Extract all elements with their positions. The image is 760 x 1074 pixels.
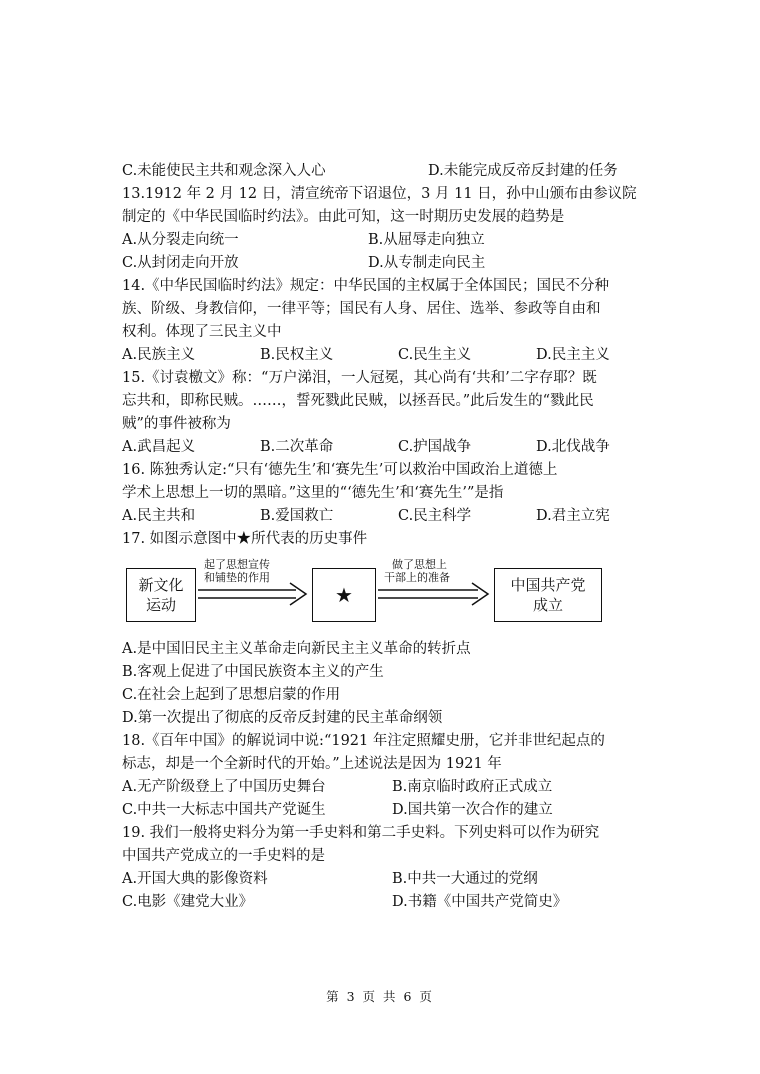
q17-option-a: A.是中国旧民主主义革命走向新民主主义革命的转折点 [122,641,471,657]
q15-option-a: A.武昌起义 [122,439,196,455]
q19-option-d: D.书籍《中国共产党简史》 [392,894,568,910]
diagram-double-arrow-2 [376,580,492,608]
q14-stem-line-3: 权利。体现了三民主义中 [122,324,282,340]
diagram-box-ccp-founding-line-1: 中国共产党 [510,576,586,594]
q16-stem-line-2: 学术上思想上一切的黑暗。”这里的“‘德先生’和‘赛先生’”是指 [122,485,504,501]
q12-option-c: C.未能使民主共和观念深入人心 [122,163,326,179]
q19-option-a: A.开国大典的影像资料 [122,871,268,887]
diagram-box-star [312,568,376,622]
diagram-arrow-2-label-line-1: 做了思想上 [392,558,447,571]
q15-stem-line-2: 忘共和，即称民贼。……，誓死戮此民贼，以拯吾民。”此后发生的“戮此民 [122,393,594,409]
diagram-box-new-culture [126,568,196,622]
q14-option-b: B.民权主义 [260,347,334,363]
q16-option-a: A.民主共和 [122,508,196,524]
diagram-box-new-culture-line-2: 运动 [145,596,176,614]
q14-option-c: C.民生主义 [398,347,472,363]
q17-flow-diagram [126,558,604,626]
q14-stem-line-1: 14.《中华民国临时约法》规定：中华民国的主权属于全体国民；国民不分种 [122,278,610,294]
q18-option-c: C.中共一大标志中国共产党诞生 [122,802,326,818]
q19-stem-line-1: 19. 我们一般将史料分为第一手史料和第二手史料。下列史料可以作为研究 [122,825,600,841]
q15-option-b: B.二次革命 [260,439,334,455]
diagram-arrow-1-label-line-2: 和铺垫的作用 [204,571,270,584]
q14-option-d: D.民主主义 [536,347,610,363]
q14-stem-line-2: 族、阶级、身教信仰，一律平等；国民有人身、居住、选举、参政等自由和 [122,301,601,317]
q13-option-c: C.从封闭走向开放 [122,255,239,271]
q19-stem-line-2: 中国共产党成立的一手史料的是 [122,848,325,864]
q18-option-d: D.国共第一次合作的建立 [392,802,553,818]
page-footer: 第 3 页 共 6 页 [326,989,434,1004]
q16-option-d: D.君主立宪 [536,508,610,524]
q19-option-b: B.中共一大通过的党纲 [392,871,538,887]
diagram-arrow-1-label-line-1: 起了思想宣传 [204,558,270,571]
q19-option-c: C.电影《建党大业》 [122,894,254,910]
q17-stem: 17. 如图示意图中★所代表的历史事件 [122,531,368,547]
diagram-box-ccp-founding [494,568,602,622]
q13-option-b: B.从屈辱走向独立 [368,232,485,248]
q14-option-a: A.民族主义 [122,347,196,363]
q13-stem-line-1: 13.1912 年 2 月 12 日，清宣统帝下诏退位，3 月 11 日，孙中山颁布由参议院 [122,186,637,202]
q15-option-d: D.北伐战争 [536,439,610,455]
diagram-double-arrow-1 [196,580,310,608]
q16-option-c: C.民主科学 [398,508,472,524]
q18-stem-line-1: 18.《百年中国》的解说词中说:“1921 年注定照耀史册，它并非世纪起点的 [122,733,605,749]
q18-option-a: A.无产阶级登上了中国历史舞台 [122,779,326,795]
q17-option-c: C.在社会上起到了思想启蒙的作用 [122,687,341,703]
q15-option-c: C.护国战争 [398,439,472,455]
q13-stem-line-2: 制定的《中华民国临时约法》。由此可知，这一时期历史发展的趋势是 [122,209,565,225]
q13-option-d: D.从专制走向民主 [368,255,486,271]
q17-option-b: B.客观上促进了中国民族资本主义的产生 [122,664,384,680]
diagram-arrow-2-label-line-2: 干部上的准备 [384,571,450,584]
diagram-box-new-culture-line-1: 新文化 [138,576,184,594]
diagram-box-ccp-founding-line-2: 成立 [532,596,563,614]
q16-stem-line-1: 16. 陈独秀认定:“只有‘德先生’和‘赛先生’可以救治中国政治上道德上 [122,462,558,478]
q13-option-a: A.从分裂走向统一 [122,232,239,248]
q15-stem-line-1: 15.《讨袁檄文》称：“万户涕泪，一人冠冕，其心尚有‘共和’二字存耶？既 [122,370,597,386]
q16-option-b: B.爱国救亡 [260,508,334,524]
q18-option-b: B.南京临时政府正式成立 [392,779,553,795]
q12-option-d: D.未能完成反帝反封建的任务 [428,163,618,179]
star-icon: ★ [335,583,353,607]
q18-stem-line-2: 标志，却是一个全新时代的开始。”上述说法是因为 1921 年 [122,756,502,772]
q15-stem-line-3: 贼”的事件被称为 [122,416,231,432]
q17-option-d: D.第一次提出了彻底的反帝反封建的民主革命纲领 [122,710,443,726]
